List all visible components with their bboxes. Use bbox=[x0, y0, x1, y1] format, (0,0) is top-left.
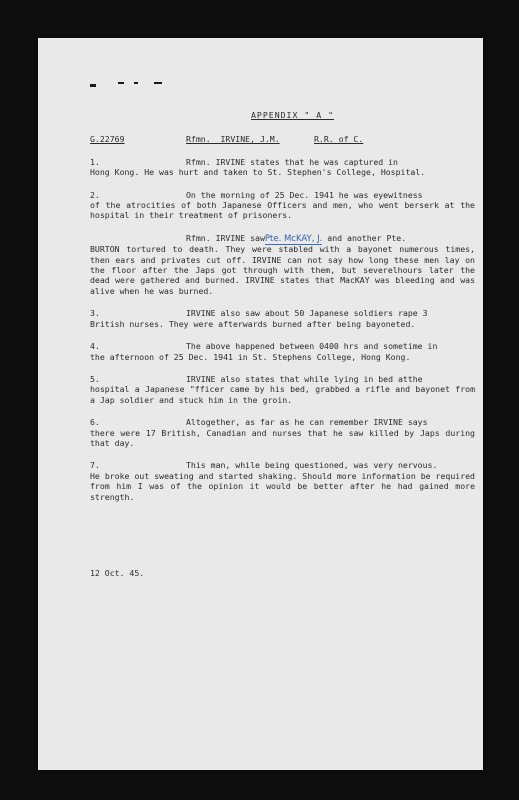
paragraph-number: 3. bbox=[90, 308, 100, 319]
paragraph-number: 1. bbox=[90, 156, 100, 167]
paragraph-first-line: On the morning of 25 Dec. 1941 he was eyewitness bbox=[186, 189, 423, 200]
paragraph-first-line: Altogether, as far as he can remember IRVINE says bbox=[186, 417, 428, 428]
paragraph-5 bbox=[90, 374, 475, 405]
paragraph-3 bbox=[90, 308, 475, 329]
paragraph-text: the afternoon of 25 Dec. 1941 in St. Stephens College, Hong Kong. bbox=[90, 351, 411, 362]
punch-mark bbox=[154, 82, 162, 84]
document-date: 12 Oct. 45. bbox=[90, 567, 145, 578]
paragraph-number: 7. bbox=[90, 460, 100, 471]
handwritten-insert: Pte. McKAY, J. bbox=[264, 233, 323, 244]
paragraph-text: Hong Kong. He was hurt and taken to St. Stephen's College, Hospital. bbox=[90, 167, 426, 178]
paragraph-number: 2. bbox=[90, 189, 100, 200]
paragraph-first-line-end: and another Pte. bbox=[327, 232, 407, 243]
punch-mark bbox=[118, 82, 124, 84]
paragraph-text: there were 17 British, Canadian and nurses that he saw killed by Japs during that day. bbox=[90, 427, 475, 448]
soldier-header bbox=[90, 134, 475, 144]
paragraph-number: 6. bbox=[90, 417, 100, 428]
paragraph-first-line: The above happened between 0400 hrs and sometime in bbox=[186, 341, 438, 352]
paragraph-text: BURTON tortured to death. They were stabled with a bayonet numerous times, then ears and privates cut off. IRVINE can not say how long these men lay on the floor after the Japs got through with them, but severelhours later the dead were gathered and burned. IRVINE states that MacKAY was bleeding and was alive when he was burned. bbox=[90, 244, 475, 296]
paragraph-text: hospital a Japanese "fficer came by his bed, grabbed a rifle and bayonet from a Jap soldier and stuck him in the groin. bbox=[90, 384, 475, 405]
document-body bbox=[90, 110, 475, 578]
paragraph-text: He broke out sweating and started shaking. Should more information be required from him I was of the opinion it would be better after he had gained more strength. bbox=[90, 470, 475, 502]
paragraph-2-continued bbox=[90, 233, 475, 296]
soldier-unit: R.R. of C. bbox=[314, 134, 364, 145]
paragraph-first-line: IRVINE also saw about 50 Japanese soldiers rape 3 bbox=[186, 308, 428, 319]
punch-mark bbox=[90, 84, 96, 87]
paragraph-first-line: Rfmn. IRVINE saw bbox=[186, 232, 265, 243]
paragraph-number: 4. bbox=[90, 341, 100, 352]
paragraph-2 bbox=[90, 190, 475, 221]
paragraph-text: British nurses. They were afterwards burned after being bayoneted. bbox=[90, 318, 416, 329]
paragraph-6 bbox=[90, 417, 475, 448]
soldier-name: Rfmn. IRVINE, J.M. bbox=[186, 134, 280, 145]
paragraph-first-line: IRVINE also states that while lying in bed atthe bbox=[186, 373, 423, 384]
paragraph-4 bbox=[90, 341, 475, 362]
paragraph-1 bbox=[90, 157, 475, 178]
punch-marks bbox=[90, 82, 170, 88]
paragraph-number: 5. bbox=[90, 373, 100, 384]
paragraph-first-line: Rfmn. IRVINE states that he was captured in bbox=[186, 156, 398, 167]
punch-mark bbox=[134, 82, 138, 84]
paragraph-7 bbox=[90, 460, 475, 502]
service-number: G.22769 bbox=[90, 134, 125, 145]
document-page bbox=[38, 38, 483, 770]
paragraph-first-line: This man, while being questioned, was very nervous. bbox=[186, 460, 438, 471]
appendix-title: APPENDIX " A " bbox=[250, 110, 334, 120]
paragraph-text: of the atrocities of both Japanese Officers and men, who went berserk at the hospital in their treatment of prisoners. bbox=[90, 200, 475, 221]
